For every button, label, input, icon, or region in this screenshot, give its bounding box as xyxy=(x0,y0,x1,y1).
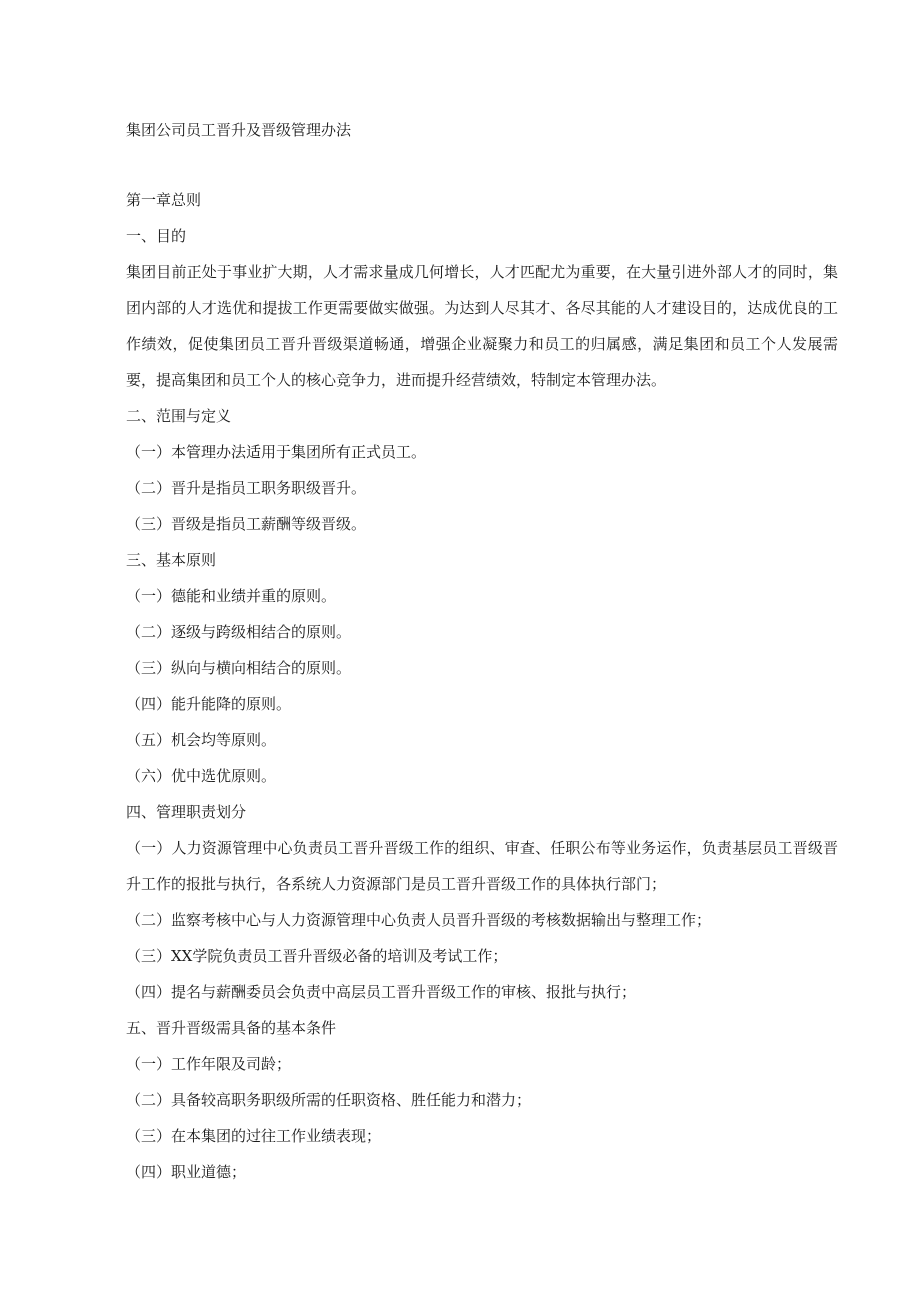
document-body xyxy=(126,189,838,1197)
purpose-paragraph: 集团目前正处于事业扩大期，人才需求量成几何增长，人才匹配尤为重要，在大量引进外部人才的同时，集团内部的人才选优和提拔工作更需要做实做强。为达到人尽其才、各尽其能的人才建设目的，达成优良的工作绩效，促使集团员工晋升晋级渠道畅通，增强企业凝聚力和员工的归属感，满足集团和员工个人发展需要，提高集团和员工个人的核心竞争力，进而提升经营绩效，特制定本管理办法。 xyxy=(126,263,838,389)
list-item: （三）XX学院负责员工晋升晋级必备的培训及考试工作； xyxy=(126,947,508,965)
section-heading-conditions: 五、晋升晋级需具备的基本条件 xyxy=(126,1019,337,1037)
list-item: （三）纵向与横向相结合的原则。 xyxy=(126,659,352,677)
list-item: （六）优中选优原则。 xyxy=(126,767,277,785)
list-item: （三）在本集团的过往工作业绩表现； xyxy=(126,1127,382,1145)
list-item: （二）监察考核中心与人力资源管理中心负责人员晋升晋级的考核数据输出与整理工作； xyxy=(126,911,712,929)
document-title: 集团公司员工晋升及晋级管理办法 xyxy=(126,121,352,139)
section-heading-scope: 二、范围与定义 xyxy=(126,407,232,425)
list-item: （一）本管理办法适用于集团所有正式员工。 xyxy=(126,443,427,461)
section-heading-responsibilities: 四、管理职责划分 xyxy=(126,803,247,821)
list-item: （五）机会均等原则。 xyxy=(126,731,277,749)
list-item: （一）工作年限及司龄； xyxy=(126,1055,292,1073)
chapter-heading: 第一章总则 xyxy=(126,191,202,209)
section-heading-purpose: 一、目的 xyxy=(126,227,187,245)
list-item: （四）能升能降的原则。 xyxy=(126,695,292,713)
section-heading-principles: 三、基本原则 xyxy=(126,551,217,569)
list-item: （一）德能和业绩并重的原则。 xyxy=(126,587,337,605)
list-item: （二）逐级与跨级相结合的原则。 xyxy=(126,623,352,641)
list-item: （二）晋升是指员工职务职级晋升。 xyxy=(126,479,367,497)
list-item: （二）具备较高职务职级所需的任职资格、胜任能力和潜力； xyxy=(126,1091,532,1109)
list-item: （四）提名与薪酬委员会负责中高层员工晋升晋级工作的审核、报批与执行； xyxy=(126,983,637,1001)
list-item: （四）职业道德； xyxy=(126,1163,247,1181)
list-item: （三）晋级是指员工薪酬等级晋级。 xyxy=(126,515,367,533)
responsibility-paragraph: （一）人力资源管理中心负责员工晋升晋级工作的组织、审查、任职公布等业务运作，负责基层员工晋级晋升工作的报批与执行，各系统人力资源部门是员工晋升晋级工作的具体执行部门； xyxy=(126,839,838,893)
